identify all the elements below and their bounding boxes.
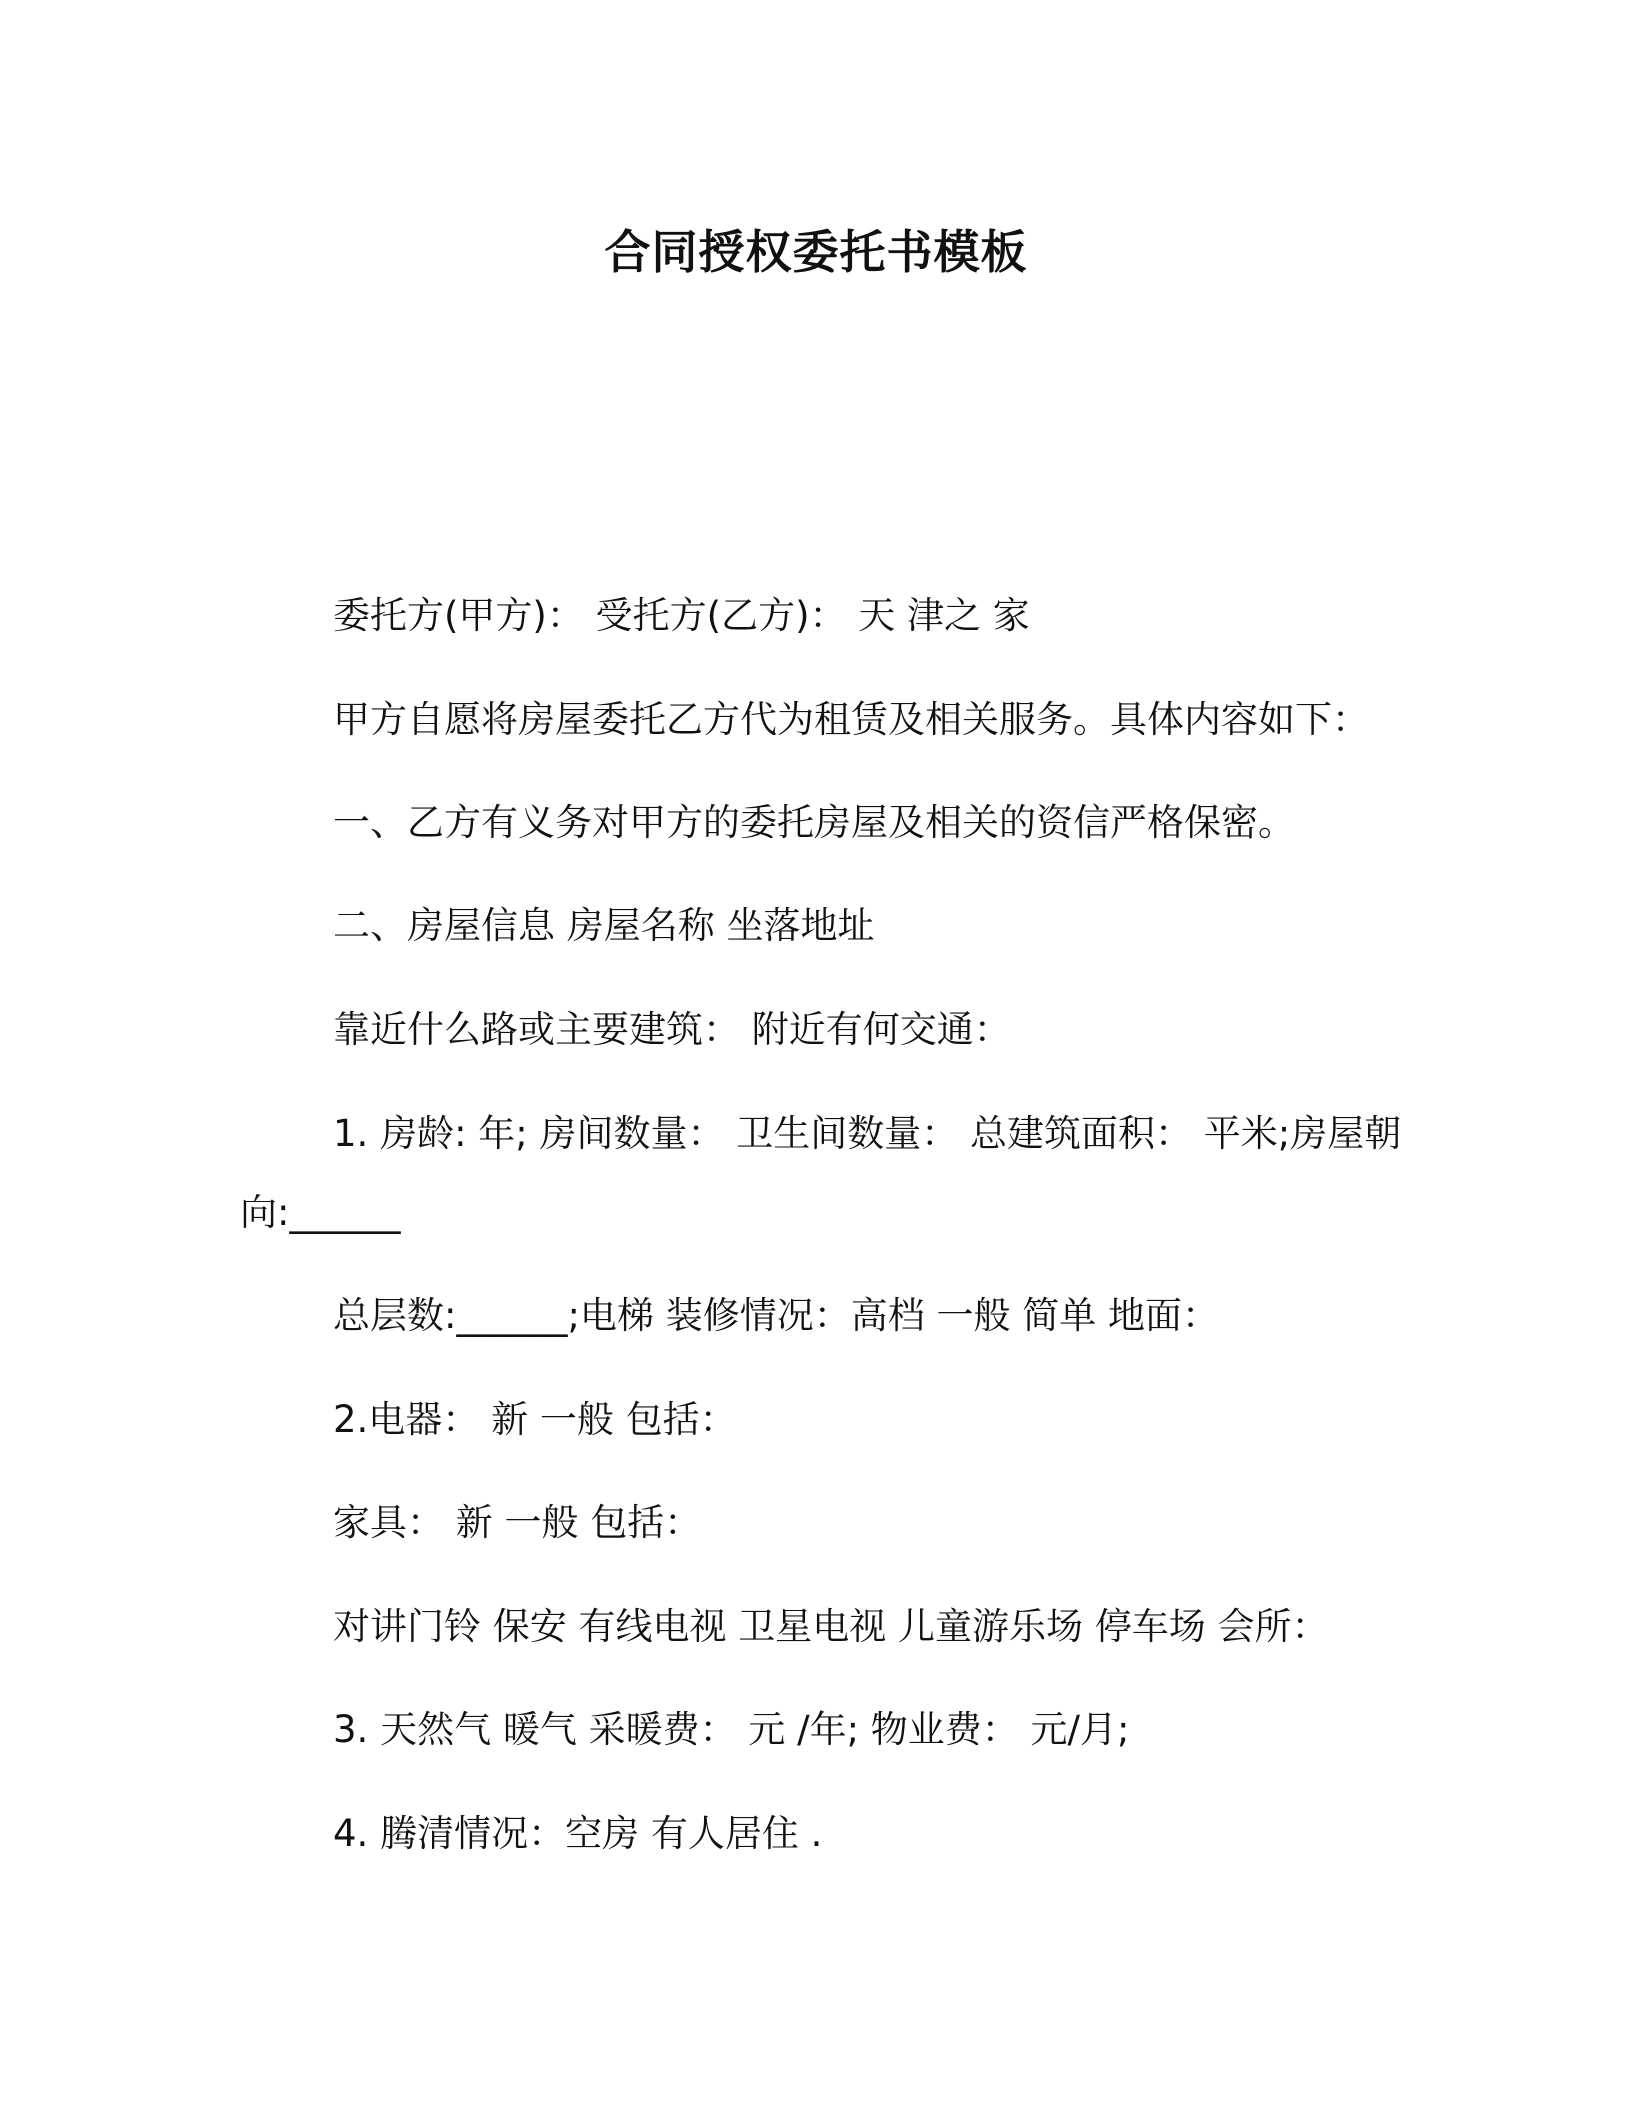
parties-line: 委托方(甲方)： 受托方(乙方)： 天 津之 家 bbox=[333, 594, 1030, 637]
document-title: 合同授权委托书模板 bbox=[604, 225, 1028, 279]
facilities-line: 对讲门铃 保安 有线电视 卫星电视 儿童游乐场 停车场 会所： bbox=[333, 1605, 1329, 1648]
vacancy-status-line: 4. 腾清情况：空房 有人居住 . bbox=[333, 1812, 823, 1855]
furniture-line: 家具： 新 一般 包括： bbox=[333, 1501, 702, 1544]
house-details-line: 1. 房龄: 年; 房间数量： 卫生间数量： 总建筑面积： 平米;房屋朝 bbox=[333, 1112, 1402, 1155]
house-orientation-line: 向:______ bbox=[240, 1191, 401, 1234]
intro-paragraph: 甲方自愿将房屋委托乙方代为租赁及相关服务。具体内容如下： bbox=[333, 698, 1369, 741]
location-line: 靠近什么路或主要建筑： 附近有何交通： bbox=[333, 1008, 1011, 1051]
utilities-fees-line: 3. 天然气 暖气 采暖费： 元 /年; 物业费： 元/月; bbox=[333, 1708, 1130, 1751]
appliances-line: 2.电器： 新 一般 包括： bbox=[333, 1398, 737, 1441]
clause-1-confidentiality: 一、乙方有义务对甲方的委托房屋及相关的资信严格保密。 bbox=[333, 801, 1295, 844]
floors-decoration-line: 总层数:______;电梯 装修情况：高档 一般 简单 地面： bbox=[333, 1294, 1219, 1337]
clause-2-house-info: 二、房屋信息 房屋名称 坐落地址 bbox=[333, 904, 875, 947]
